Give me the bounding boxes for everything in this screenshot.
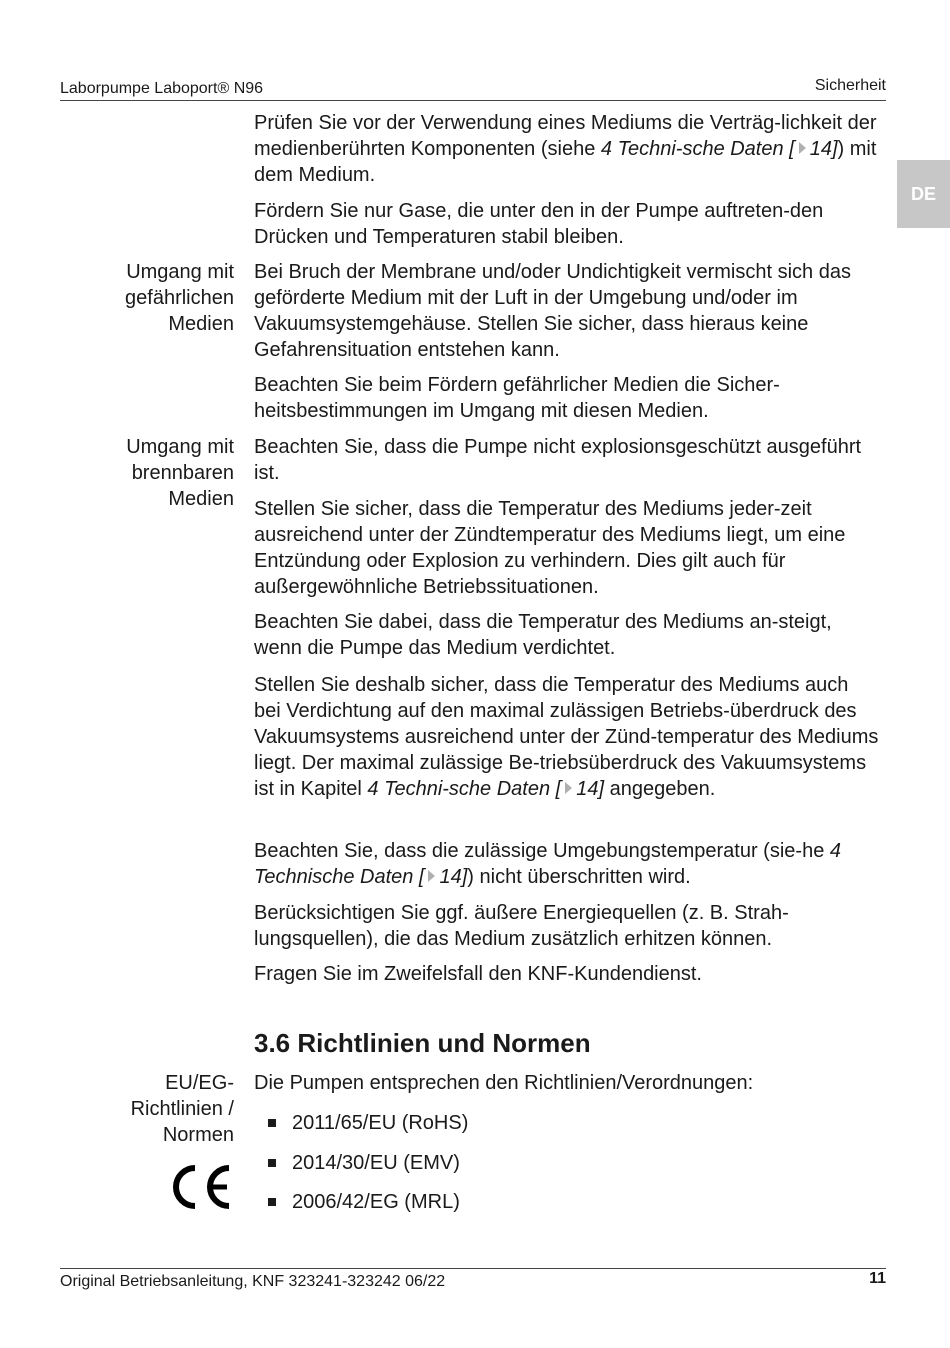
footer-document-info: Original Betriebsanleitung, KNF 323241-323242 06/22 bbox=[60, 1273, 446, 1290]
footer-divider bbox=[60, 1268, 886, 1269]
xref-page: 14] bbox=[439, 866, 468, 888]
list-item-text: 2014/30/EU (EMV) bbox=[292, 1151, 460, 1174]
bullet-icon bbox=[268, 1159, 276, 1167]
xref-title: 4 Techni-sche Daten [ bbox=[600, 138, 795, 160]
paragraph-text: ) mit dem Medium. bbox=[254, 138, 877, 186]
list-item-text: 2011/65/EU (RoHS) bbox=[292, 1112, 469, 1134]
xref-page: 14] bbox=[576, 778, 605, 800]
cross-reference-link[interactable] bbox=[601, 138, 838, 160]
list-item bbox=[268, 1150, 468, 1176]
paragraph-explosion-protection: Beachten Sie, dass die Pumpe nicht explosionsgeschützt ausgeführt ist. bbox=[254, 436, 862, 484]
side-label-directives bbox=[131, 1070, 234, 1148]
paragraph-customer-service: Fragen Sie im Zweifelsfall den KNF-Kundendienst. bbox=[254, 963, 702, 985]
xref-page: 14] bbox=[809, 138, 838, 160]
side-label-line: brennbaren bbox=[131, 462, 234, 484]
list-item bbox=[268, 1110, 468, 1136]
side-label-line: gefährlichen bbox=[125, 287, 234, 309]
header-divider bbox=[60, 100, 886, 101]
side-label-line: Normen bbox=[162, 1124, 234, 1146]
ce-mark-icon bbox=[168, 1162, 234, 1212]
arrow-icon bbox=[565, 782, 572, 794]
list-item bbox=[268, 1189, 468, 1215]
arrow-icon bbox=[428, 870, 435, 882]
paragraph-max-pressure bbox=[254, 672, 879, 802]
bullet-icon bbox=[268, 1119, 276, 1127]
paragraph-text: Beachten Sie, dass die zulässige Umgebungstemperatur (sie-he bbox=[254, 840, 830, 862]
side-label-line: EU/EG- bbox=[165, 1072, 234, 1094]
paragraph-text: angegeben. bbox=[604, 778, 716, 800]
side-label-line: Richtlinien / bbox=[130, 1098, 234, 1120]
list-item-text: 2006/42/EG (MRL) bbox=[292, 1191, 460, 1213]
paragraph-energy-sources: Berücksichtigen Sie ggf. äußere Energiequellen (z. B. Strah-lungsquellen), die das Medium zusätzlich erhitzen können. bbox=[254, 902, 789, 950]
side-label-line: Umgang mit bbox=[126, 261, 234, 283]
paragraph-ignition-temperature: Stellen Sie sicher, dass die Temperatur des Mediums jeder-zeit ausreichend unter der Zündtemperatur des Mediums liegt, um eine Entzündung oder Explosion zu verhindern. Dies gilt auch für außergewöhnliche Betriebssituationen. bbox=[254, 498, 846, 598]
paragraph-compatibility bbox=[254, 110, 879, 188]
arrow-icon bbox=[799, 142, 806, 154]
paragraph-text: Prüfen Sie vor der Verwendung eines Mediums die Verträg-lichkeit der medienberührten Komponenten (siehe bbox=[254, 112, 877, 160]
paragraph-membrane-rupture: Bei Bruch der Membrane und/oder Undichtigkeit vermischt sich das geförderte Medium mit der Luft in der Umgebung und/oder im Vakuumsystemgehäuse. Stellen Sie sicher, dass hieraus keine Gefahrensituation entstehen kann. bbox=[254, 261, 851, 361]
side-label-line: Umgang mit bbox=[126, 436, 234, 458]
paragraph-text: Stellen Sie deshalb sicher, dass die Temperatur des Mediums auch bei Verdichtung auf den maximal zulässigen Betriebs-überdruck des Vakuumsystems ausreichend unter der Zünd-temperatur des Mediums liegt. Der maximal zulässige Be-triebsüberdruck des Vakuumsystems ist in Kapitel bbox=[254, 674, 879, 800]
side-label-line: Medien bbox=[168, 313, 234, 335]
xref-title: 4 Techni-sche Daten [ bbox=[367, 778, 562, 800]
side-label-line: Medien bbox=[168, 488, 234, 510]
page-number: 11 bbox=[869, 1270, 886, 1287]
paragraph-hazardous-media: Beachten Sie beim Fördern gefährlicher Medien die Sicher-heitsbestimmungen im Umgang mit diesen Medien. bbox=[254, 374, 780, 422]
side-label-hazardous-media bbox=[125, 259, 234, 337]
paragraph-directives-intro: Die Pumpen entsprechen den Richtlinien/Verordnungen: bbox=[254, 1072, 754, 1094]
language-tab: DE bbox=[897, 160, 950, 228]
header-document-title: Laborpumpe Laboport® N96 bbox=[60, 80, 264, 97]
paragraph-ambient-temperature bbox=[254, 838, 879, 890]
header-section-title: Sicherheit bbox=[814, 77, 886, 94]
xref-title: 4 Technische Daten [ bbox=[254, 840, 841, 888]
side-label-flammable-media bbox=[126, 434, 234, 512]
paragraph-gases: Fördern Sie nur Gase, die unter den in der Pumpe auftreten-den Drücken und Temperaturen stabil bleiben. bbox=[254, 200, 824, 248]
paragraph-text: ) nicht überschritten wird. bbox=[467, 866, 691, 888]
section-heading: 3.6 Richtlinien und Normen bbox=[254, 1028, 591, 1058]
paragraph-compression-heat: Beachten Sie dabei, dass die Temperatur des Mediums an-steigt, wenn die Pumpe das Medium verdichtet. bbox=[254, 611, 832, 659]
cross-reference-link[interactable] bbox=[367, 778, 604, 800]
bullet-icon bbox=[268, 1198, 276, 1206]
directives-list bbox=[268, 1110, 468, 1229]
